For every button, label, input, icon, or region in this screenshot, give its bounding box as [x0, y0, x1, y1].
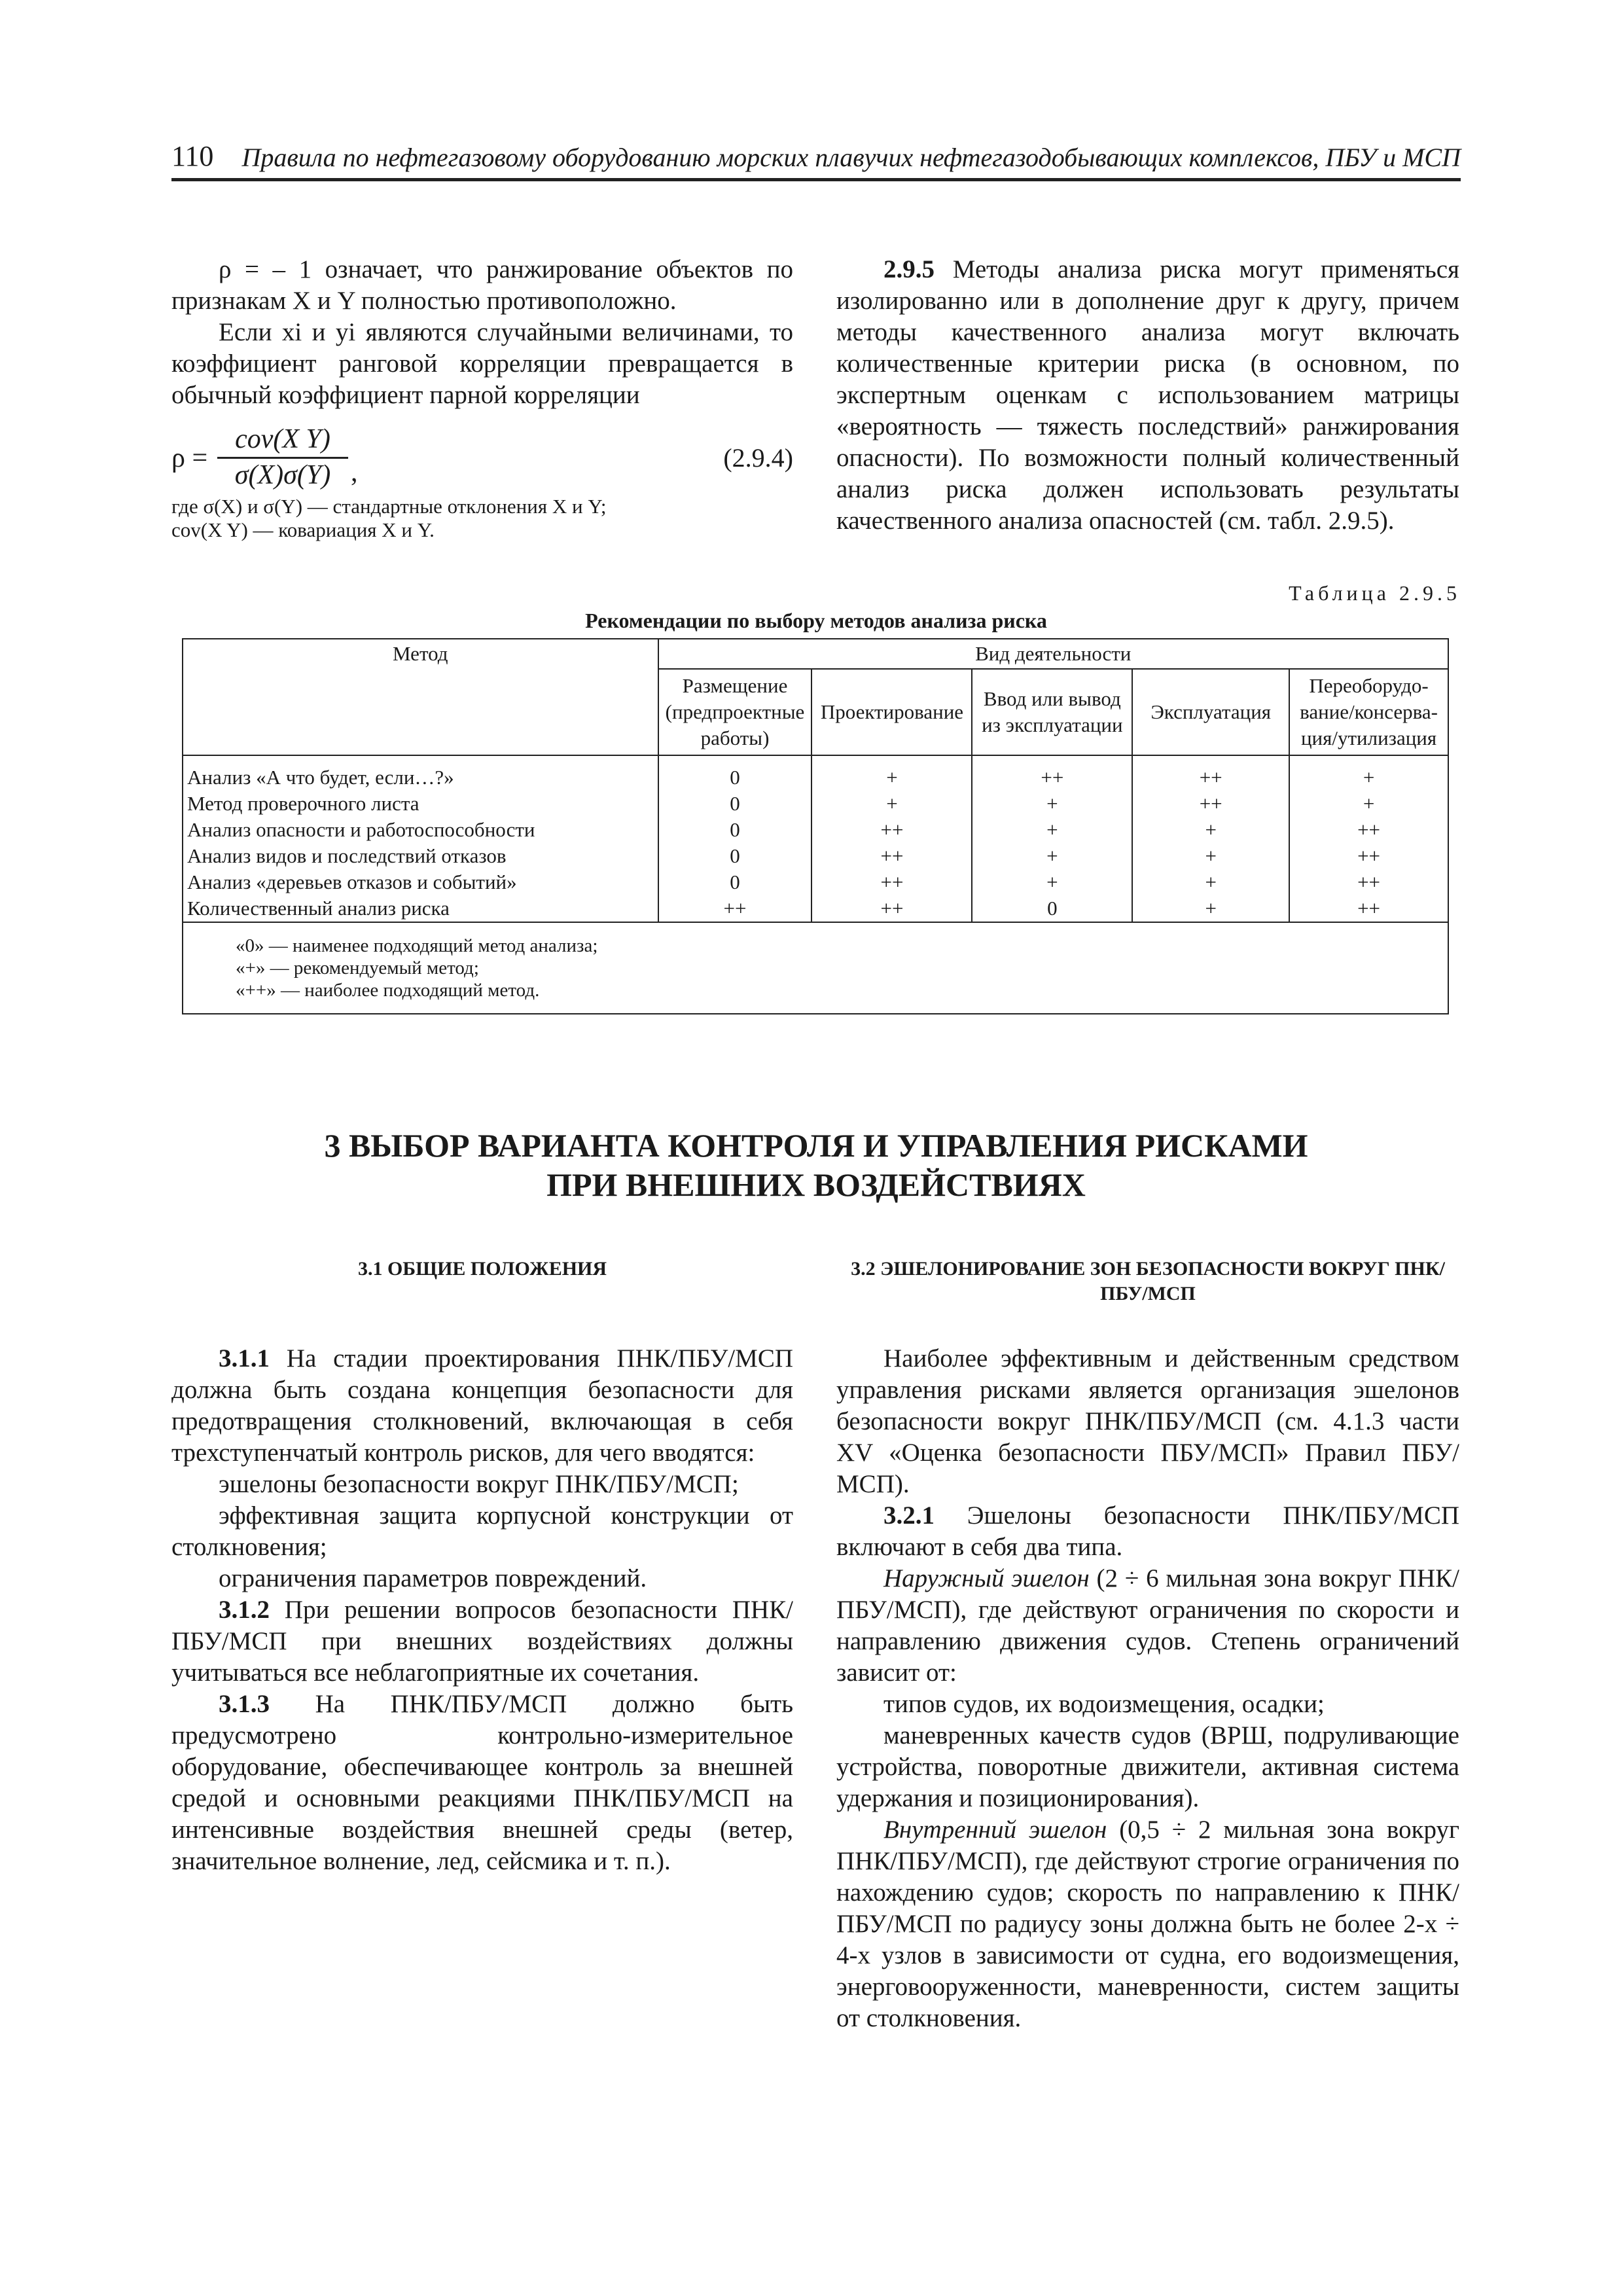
method-name: Анализ видов и последствий отказов — [183, 843, 658, 869]
method-name: Метод проверочного листа — [183, 791, 658, 817]
column-header: Переоборудо-вание/консерва-ция/утилизация — [1289, 669, 1448, 755]
list-item: типов судов, их водоизмещения, осадки; — [883, 1690, 1325, 1718]
table-row — [183, 869, 1448, 895]
paragraph-echelons-intro: Наиболее эффективным и действенным средством управления рисками является организация эшелонов безопасности вокруг ПНК/ПБУ/МСП (см. 4.1.3 части XV «Оценка безопасности ПБУ/МСП» Правил ПБУ/МСП). — [836, 1344, 1459, 1498]
subsection-3-2-title: 3.2 ЭШЕЛОНИРОВАНИЕ ЗОН БЕЗОПАСНОСТИ ВОКРУГ ПНК/ПБУ/МСП — [851, 1258, 1445, 1304]
formula-note-line-1: где σ(X) и σ(Y) — стандартные отклонения X и Y; — [171, 495, 607, 518]
paragraph-text: (2 ÷ 6 мильная зона вокруг ПНК/ПБУ/МСП), где действуют ограничения по скорости и направлению движения судов. Степень ограничений зависит от: — [836, 1564, 1459, 1687]
method-name: Количественный анализ риска — [183, 895, 658, 922]
table-legend — [183, 922, 1448, 1014]
table-cell: ++ — [1132, 764, 1289, 791]
paragraph-text: На ПНК/ПБУ/МСП должно быть предусмотрено контрольно-измерительное оборудование, обеспечивающее контроль за внешней средой и основными реакциями ПНК/ПБУ/МСП на интенсивные воздействия внешней среды (ветер, значительное волнение, лед, сейсмика и т. п.). — [171, 1690, 793, 1875]
paragraph-number: 3.1.1 — [219, 1344, 270, 1372]
table-cell: 0 — [658, 817, 812, 843]
paragraph-text: При решении вопросов безопасности ПНК/ПБУ/МСП при внешних воздействиях должны учитываться все неблагоприятные их сочетания. — [171, 1596, 793, 1687]
table-cell: ++ — [812, 843, 972, 869]
subsection-3-1-title: 3.1 ОБЩИЕ ПОЛОЖЕНИЯ — [357, 1258, 607, 1280]
legend-item: «++» — наиболее подходящий метод. — [236, 980, 540, 1001]
table-cell: 0 — [658, 843, 812, 869]
table-cell: ++ — [972, 764, 1132, 791]
formula-denominator: σ(X)σ(Y) — [234, 460, 331, 490]
column-header: Эксплуатация — [1132, 669, 1289, 755]
method-name: Анализ «А что будет, если…?» — [183, 764, 658, 791]
paragraph-3-1-3 — [171, 1689, 793, 1877]
formula-note-line-2: cov(X Y) — ковариация X и Y. — [171, 518, 435, 541]
table-cell: + — [972, 869, 1132, 895]
paragraph-3-2-1 — [836, 1500, 1459, 1563]
paragraph-3-1-1 — [171, 1343, 793, 1469]
table-cell: + — [972, 817, 1132, 843]
right-column-bottom — [836, 1343, 1459, 2034]
formula-number: (2.9.4) — [723, 443, 793, 473]
table-title: Рекомендации по выбору методов анализа риска — [585, 609, 1047, 632]
paragraph-random-variables: Если xi и yi являются случайными величинами, то коэффициент ранговой корреляции превращается в обычный коэффициент парной корреляции — [171, 318, 793, 409]
section-3-title — [171, 1126, 1461, 1204]
paragraph-number: 3.2.1 — [883, 1501, 935, 1530]
table-cell: ++ — [1289, 817, 1448, 843]
paragraph-rho-minus-one: ρ = – 1 означает, что ранжирование объектов по признакам X и Y полностью противоположно. — [171, 255, 793, 315]
table-cell: ++ — [658, 895, 812, 922]
table-cell: 0 — [658, 869, 812, 895]
table-row — [183, 764, 1448, 791]
formula-numerator: cov(X Y) — [217, 423, 348, 459]
table-row — [183, 791, 1448, 817]
page-number: 110 — [171, 140, 214, 172]
table-caption: Таблица 2.9.5 — [1289, 581, 1461, 605]
running-title: Правила по нефтегазовому оборудованию морских плавучих нефтегазодобывающих комплексов, ПБУ и МСП — [241, 143, 1461, 172]
left-column-bottom — [171, 1343, 793, 1877]
table-cell: ++ — [1289, 869, 1448, 895]
table-cell: + — [1132, 895, 1289, 922]
section-3-title-line-1: 3 ВЫБОР ВАРИАНТА КОНТРОЛЯ И УПРАВЛЕНИЯ РИСКАМИ — [324, 1127, 1308, 1164]
paragraph-text: (0,5 ÷ 2 мильная зона вокруг ПНК/ПБУ/МСП), где действуют строгие ограничения по нахождению судов; скорость по направлению к ПНК/ПБУ/МСП по радиусу зоны должна быть не более 2-х ÷ 4-х узлов в зависимости от судна, его водоизмещения, энерговооруженности, маневренности, систем защиты от столкновения. — [836, 1816, 1459, 2032]
paragraph-number: 3.1.3 — [219, 1690, 270, 1718]
table-cell: + — [812, 791, 972, 817]
column-header: Ввод или вывод из эксплуатации — [972, 669, 1132, 755]
table-row — [183, 895, 1448, 922]
formula-comma: , — [351, 457, 358, 488]
paragraph-inner-echelon — [836, 1814, 1459, 2034]
formula-fraction — [217, 423, 348, 492]
table-cell: ++ — [812, 817, 972, 843]
method-name: Анализ опасности и работоспособности — [183, 817, 658, 843]
method-name: Анализ «деревьев отказов и событий» — [183, 869, 658, 895]
table-cell: + — [1132, 817, 1289, 843]
table-cell: ++ — [812, 869, 972, 895]
paragraph-3-1-2 — [171, 1594, 793, 1689]
header-activity: Вид деятельности — [658, 639, 1448, 669]
running-header — [171, 139, 1461, 181]
table-cell: + — [812, 764, 972, 791]
paragraph-outer-echelon — [836, 1563, 1459, 1689]
risk-methods-table — [182, 638, 1449, 1014]
paragraph-number: 2.9.5 — [883, 255, 935, 283]
list-item: эффективная защита корпусной конструкции от столкновения; — [171, 1501, 793, 1561]
list-item: ограничения параметров повреждений. — [219, 1564, 647, 1592]
table-cell: + — [1289, 791, 1448, 817]
column-header: Проектирование — [812, 669, 972, 755]
table-row — [183, 843, 1448, 869]
term-inner-echelon: Внутренний эшелон — [883, 1816, 1107, 1844]
table-cell: ++ — [812, 895, 972, 922]
table-cell: ++ — [1289, 843, 1448, 869]
paragraph-2-9-5 — [836, 254, 1459, 537]
table-cell: ++ — [1132, 791, 1289, 817]
paragraph-text: Эшелоны безопасности ПНК/ПБУ/МСП включают в себя два типа. — [836, 1501, 1459, 1561]
table-cell: + — [1289, 764, 1448, 791]
list-item: эшелоны безопасности вокруг ПНК/ПБУ/МСП; — [219, 1470, 739, 1498]
table-cell: + — [1132, 843, 1289, 869]
table-cell: + — [972, 791, 1132, 817]
table-cell: ++ — [1289, 895, 1448, 922]
table-cell: 0 — [658, 764, 812, 791]
paragraph-text: На стадии проектирования ПНК/ПБУ/МСП должна быть создана концепция безопасности для предотвращения столкновений, включающая в себя трехступенчатый контроль рисков, для чего вводятся: — [171, 1344, 793, 1467]
table-cell: + — [972, 843, 1132, 869]
column-header: Размещение (предпроектные работы) — [658, 669, 812, 755]
list-item: маневренных качеств судов (ВРШ, подруливающие устройства, поворотные движители, активная система удержания и позиционирования). — [836, 1721, 1459, 1812]
right-column-top — [836, 254, 1459, 537]
table-cell: 0 — [972, 895, 1132, 922]
table-cell: 0 — [658, 791, 812, 817]
formula-lhs: ρ = — [171, 443, 208, 473]
term-outer-echelon: Наружный эшелон — [883, 1564, 1090, 1592]
section-3-title-line-2: ПРИ ВНЕШНИХ ВОЗДЕЙСТВИЯХ — [546, 1166, 1086, 1203]
table-row — [183, 817, 1448, 843]
header-method: Метод — [183, 639, 658, 755]
formula-2-9-4 — [171, 423, 793, 495]
paragraph-text: Методы анализа риска могут применяться изолированно или в дополнение друг к другу, причем методы качественного анализа могут включать количественные критерии риска (в основном, по экспертным оценкам с использованием матрицы «вероятность — тяжесть последствий» ранжирования опасности). По возможности полный количественный анализ риска должен использовать результаты качественного анализа опасностей (см. табл. 2.9.5). — [836, 255, 1459, 535]
legend-item: «0» — наименее подходящий метод анализа; — [236, 935, 598, 956]
left-column-top — [171, 254, 793, 542]
legend-item: «+» — рекомендуемый метод; — [236, 958, 479, 978]
table-cell: + — [1132, 869, 1289, 895]
paragraph-number: 3.1.2 — [219, 1596, 270, 1624]
